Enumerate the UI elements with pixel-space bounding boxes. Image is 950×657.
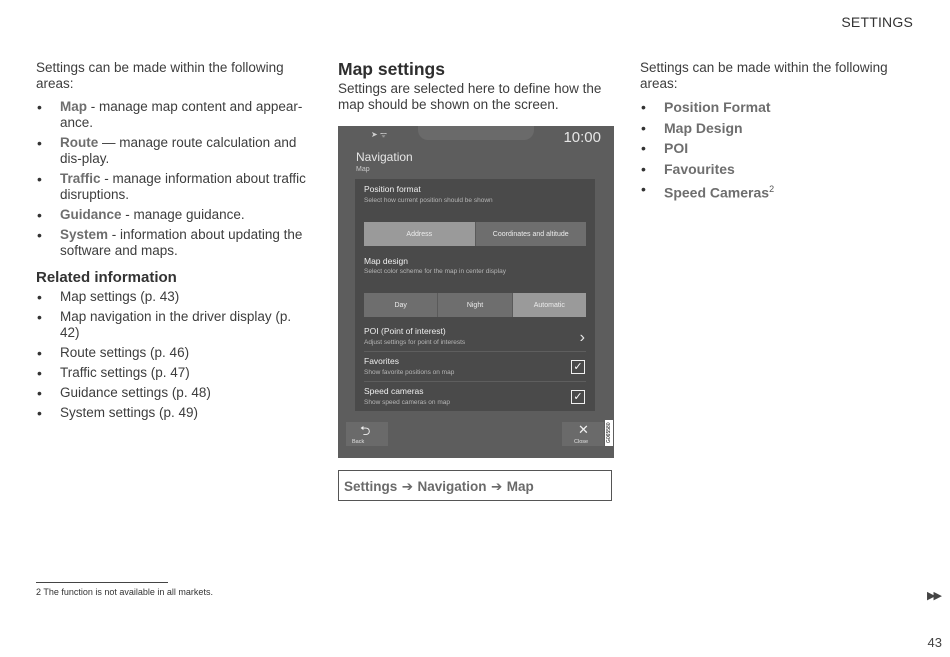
related-link[interactable]: • Map navigation in the driver display (p. 42) <box>36 309 311 341</box>
related-link[interactable]: • Map settings (p. 43) <box>36 289 311 305</box>
footnote <box>36 587 213 597</box>
section-header: SETTINGS <box>841 14 913 30</box>
screen-footer <box>338 416 614 458</box>
left-column <box>36 60 311 425</box>
footnote-number: 2 <box>36 587 42 597</box>
term-map-design: Map Design <box>664 119 743 136</box>
screen-notch <box>418 126 534 140</box>
option-day[interactable]: Day <box>364 293 438 317</box>
related-link[interactable]: • Traffic settings (p. 47) <box>36 365 311 381</box>
footnote-ref: 2 <box>769 184 775 194</box>
left-intro: Settings can be made within the following areas: <box>36 60 284 91</box>
term-guidance: Guidance <box>60 207 122 222</box>
list-item <box>640 181 920 201</box>
list-item <box>640 120 920 136</box>
map-settings-title: Map settings <box>338 59 445 79</box>
nav-subtitle: Map <box>356 166 370 173</box>
map-design-options <box>364 293 586 317</box>
list-item <box>640 140 920 156</box>
position-format-options <box>364 222 586 246</box>
list-item <box>640 99 920 115</box>
arrow-right-icon: ➔ <box>401 479 414 494</box>
option-address[interactable]: Address <box>364 222 476 246</box>
speed-cameras-title: Speed cameras <box>364 386 424 396</box>
term-map: Map <box>60 99 87 114</box>
list-item <box>640 161 920 177</box>
map-settings-desc: Settings are selected here to define how the map should be shown on the screen. <box>338 81 602 112</box>
status-icons: ➤ ᯤ <box>371 130 388 139</box>
footnote-divider <box>36 582 168 583</box>
term-favourites: Favourites <box>664 160 735 177</box>
related-list <box>36 289 311 421</box>
close-icon: ✕ <box>578 422 589 437</box>
clock: 10:00 <box>563 129 601 146</box>
related-link[interactable]: • System settings (p. 49) <box>36 405 311 421</box>
option-night[interactable]: Night <box>438 293 512 317</box>
list-item <box>36 135 311 167</box>
right-column <box>640 60 920 205</box>
page-number: 43 <box>927 635 942 650</box>
divider <box>364 351 586 352</box>
related-link[interactable]: • Guidance settings (p. 48) <box>36 385 311 401</box>
poi-sub: Adjust settings for point of interests <box>364 339 466 346</box>
footnote-text: The function is not available in all markets. <box>41 587 213 597</box>
list-item <box>36 207 311 223</box>
term-desc: - information about updating the software and maps. <box>60 227 303 258</box>
favorites-checkbox[interactable]: ✓ <box>571 360 585 374</box>
option-coordinates[interactable]: Coordinates and altitude <box>492 230 569 238</box>
speed-cameras-sub: Show speed cameras on map <box>364 399 450 406</box>
related-link[interactable]: • Route settings (p. 46) <box>36 345 311 361</box>
path-settings: Settings <box>344 479 398 494</box>
related-title: Related information <box>36 269 177 286</box>
position-format-sub: Select how current position should be shown <box>364 197 493 204</box>
term-desc: - manage guidance. <box>121 207 245 222</box>
menu-path <box>344 478 534 496</box>
favorites-title: Favorites <box>364 356 399 366</box>
image-code: G065580 <box>605 420 613 446</box>
favorites-sub: Show favorite positions on map <box>364 369 455 376</box>
path-map: Map <box>506 479 534 494</box>
continue-arrow-icon: ▶▶ <box>927 590 940 602</box>
right-intro: Settings can be made within the following areas: <box>640 60 888 91</box>
back-label: Back <box>352 439 365 445</box>
term-poi: POI <box>664 140 689 156</box>
list-item <box>36 227 311 259</box>
term-speed-cameras: Speed Cameras <box>664 184 770 201</box>
back-button[interactable] <box>346 422 388 446</box>
map-design-title: Map design <box>364 256 408 266</box>
position-format-title: Position format <box>364 184 421 194</box>
term-desc: - manage map content and appear-ance. <box>60 99 303 130</box>
list-item <box>36 99 311 131</box>
poi-title[interactable]: POI (Point of interest) <box>364 326 446 336</box>
term-desc: - manage information about traffic disruptions. <box>60 171 306 202</box>
nav-title: Navigation <box>356 150 413 164</box>
map-settings-list <box>640 99 920 201</box>
map-design-sub: Select color scheme for the map in center display <box>364 268 506 275</box>
close-button[interactable] <box>562 422 604 446</box>
divider <box>364 381 586 382</box>
term-route: Route <box>60 135 99 150</box>
back-arrow-icon: ⮌ <box>360 423 371 438</box>
path-navigation: Navigation <box>417 479 487 494</box>
areas-list <box>36 99 311 259</box>
term-position-format: Position Format <box>664 99 771 115</box>
term-desc: — manage route calculation and dis-play. <box>60 135 297 166</box>
arrow-right-icon: ➔ <box>490 479 503 494</box>
chevron-right-icon[interactable]: › <box>579 329 585 346</box>
option-automatic[interactable]: Automatic <box>513 293 586 317</box>
menu-path-box <box>338 470 612 501</box>
list-item <box>36 171 311 203</box>
term-system: System <box>60 227 109 242</box>
close-label: Close <box>574 439 589 445</box>
settings-panel <box>355 179 595 411</box>
speed-cameras-checkbox[interactable]: ✓ <box>571 390 585 404</box>
center-display-screenshot <box>338 126 614 458</box>
term-traffic: Traffic <box>60 171 101 186</box>
